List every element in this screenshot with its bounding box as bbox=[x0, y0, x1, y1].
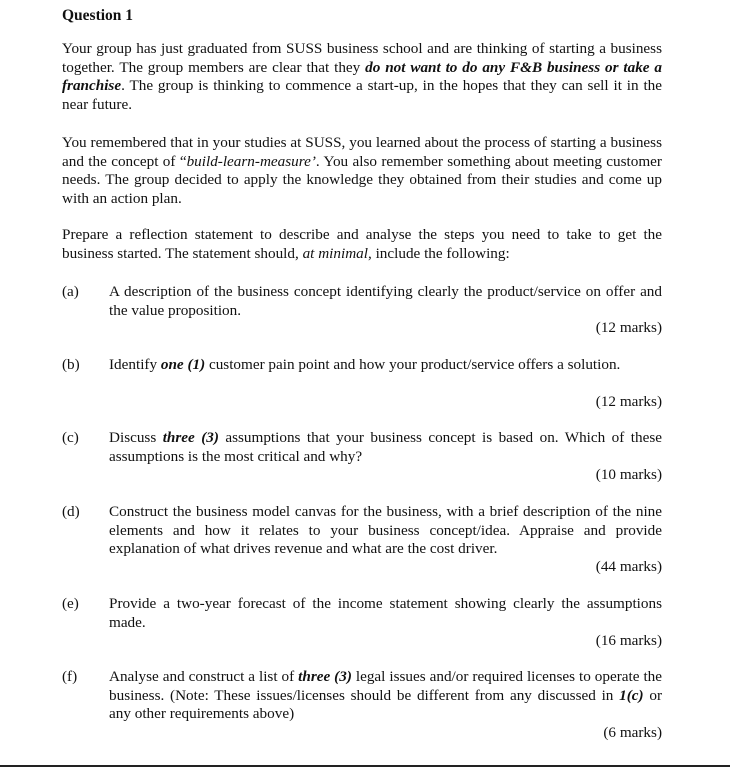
instruction-text-end: , include the following: bbox=[367, 244, 510, 262]
bottom-divider bbox=[0, 765, 730, 767]
intro-emphasis-fnb: do not want to do any F&B business bbox=[365, 58, 601, 76]
instruction-text: Prepare a reflection statement to describe and analyse the steps you need to take to get the business started. The statement should, bbox=[62, 226, 662, 262]
item-text: Provide a two-year forecast of the income statement showing clearly the assumptions made. bbox=[109, 595, 662, 631]
item-text-start: Discuss bbox=[109, 429, 163, 446]
item-text-mid: legal issues and/or required licenses to operate the business. (Note: These issues/licenses should be different from any discussed in bbox=[109, 668, 662, 704]
item-text bbox=[109, 356, 662, 375]
item-text-start: Identify bbox=[109, 356, 161, 373]
context-text: You remembered that in your studies at SUSS, you learned about the process of starting a business and the concept of “ bbox=[62, 134, 662, 170]
item-label: (c) bbox=[62, 429, 79, 446]
item-text bbox=[109, 668, 662, 724]
item-emphasis: three (3) bbox=[162, 429, 219, 446]
item-label: (a) bbox=[62, 283, 79, 300]
item-marks: (44 marks) bbox=[595, 558, 662, 575]
intro-paragraph bbox=[62, 40, 662, 114]
item-label: (b) bbox=[62, 356, 80, 373]
context-text-end: . You also remember something about meeting customer needs. The group decided to apply the knowledge they obtained from their studies and come up with an action plan. bbox=[62, 152, 662, 207]
item-text bbox=[109, 429, 662, 466]
intro-emphasis-franchise: or take a franchise bbox=[62, 58, 662, 95]
item-marks: (12 marks) bbox=[595, 393, 662, 410]
context-paragraph bbox=[62, 134, 662, 208]
item-text: A description of the business concept identifying clearly the product/service on offer and the value proposition. bbox=[109, 283, 662, 319]
item-text-start: Analyse and construct a list of bbox=[109, 668, 299, 685]
question-title: Question 1 bbox=[62, 7, 134, 24]
context-emphasis: build-learn-measure’ bbox=[186, 152, 316, 170]
instruction-paragraph bbox=[62, 226, 662, 263]
item-emphasis: one (1) bbox=[160, 356, 206, 373]
item-text-end: customer pain point and how your product/service offers a solution. bbox=[205, 356, 621, 373]
item-marks: (6 marks) bbox=[603, 724, 662, 741]
item-label: (e) bbox=[62, 595, 79, 612]
item-emphasis: three (3) bbox=[298, 668, 352, 685]
item-label: (d) bbox=[62, 503, 80, 520]
intro-text-end: . The group is thinking to commence a start-up, in the hopes that they can sell it in the near future. bbox=[62, 77, 662, 113]
item-emphasis-ref: 1(c) bbox=[619, 686, 644, 704]
item-text-end: or any other requirements above) bbox=[109, 686, 663, 723]
item-marks: (16 marks) bbox=[595, 632, 662, 649]
intro-text: Your group has just graduated from SUSS business school and are thinking of starting a business together. The group members are clear that they bbox=[62, 40, 662, 76]
item-marks: (12 marks) bbox=[595, 319, 662, 336]
instruction-emphasis: at minimal bbox=[302, 244, 368, 262]
item-label: (f) bbox=[62, 668, 78, 685]
item-text-end: assumptions that your business concept is based on. Which of these assumptions is the most critical and why? bbox=[109, 429, 662, 465]
item-text: Construct the business model canvas for the business, with a brief description of the nine elements and how it relates to your business concept/idea. Appraise and provide explanation of what drives revenue and what are the cost driver. bbox=[109, 503, 662, 558]
item-marks: (10 marks) bbox=[595, 466, 662, 483]
